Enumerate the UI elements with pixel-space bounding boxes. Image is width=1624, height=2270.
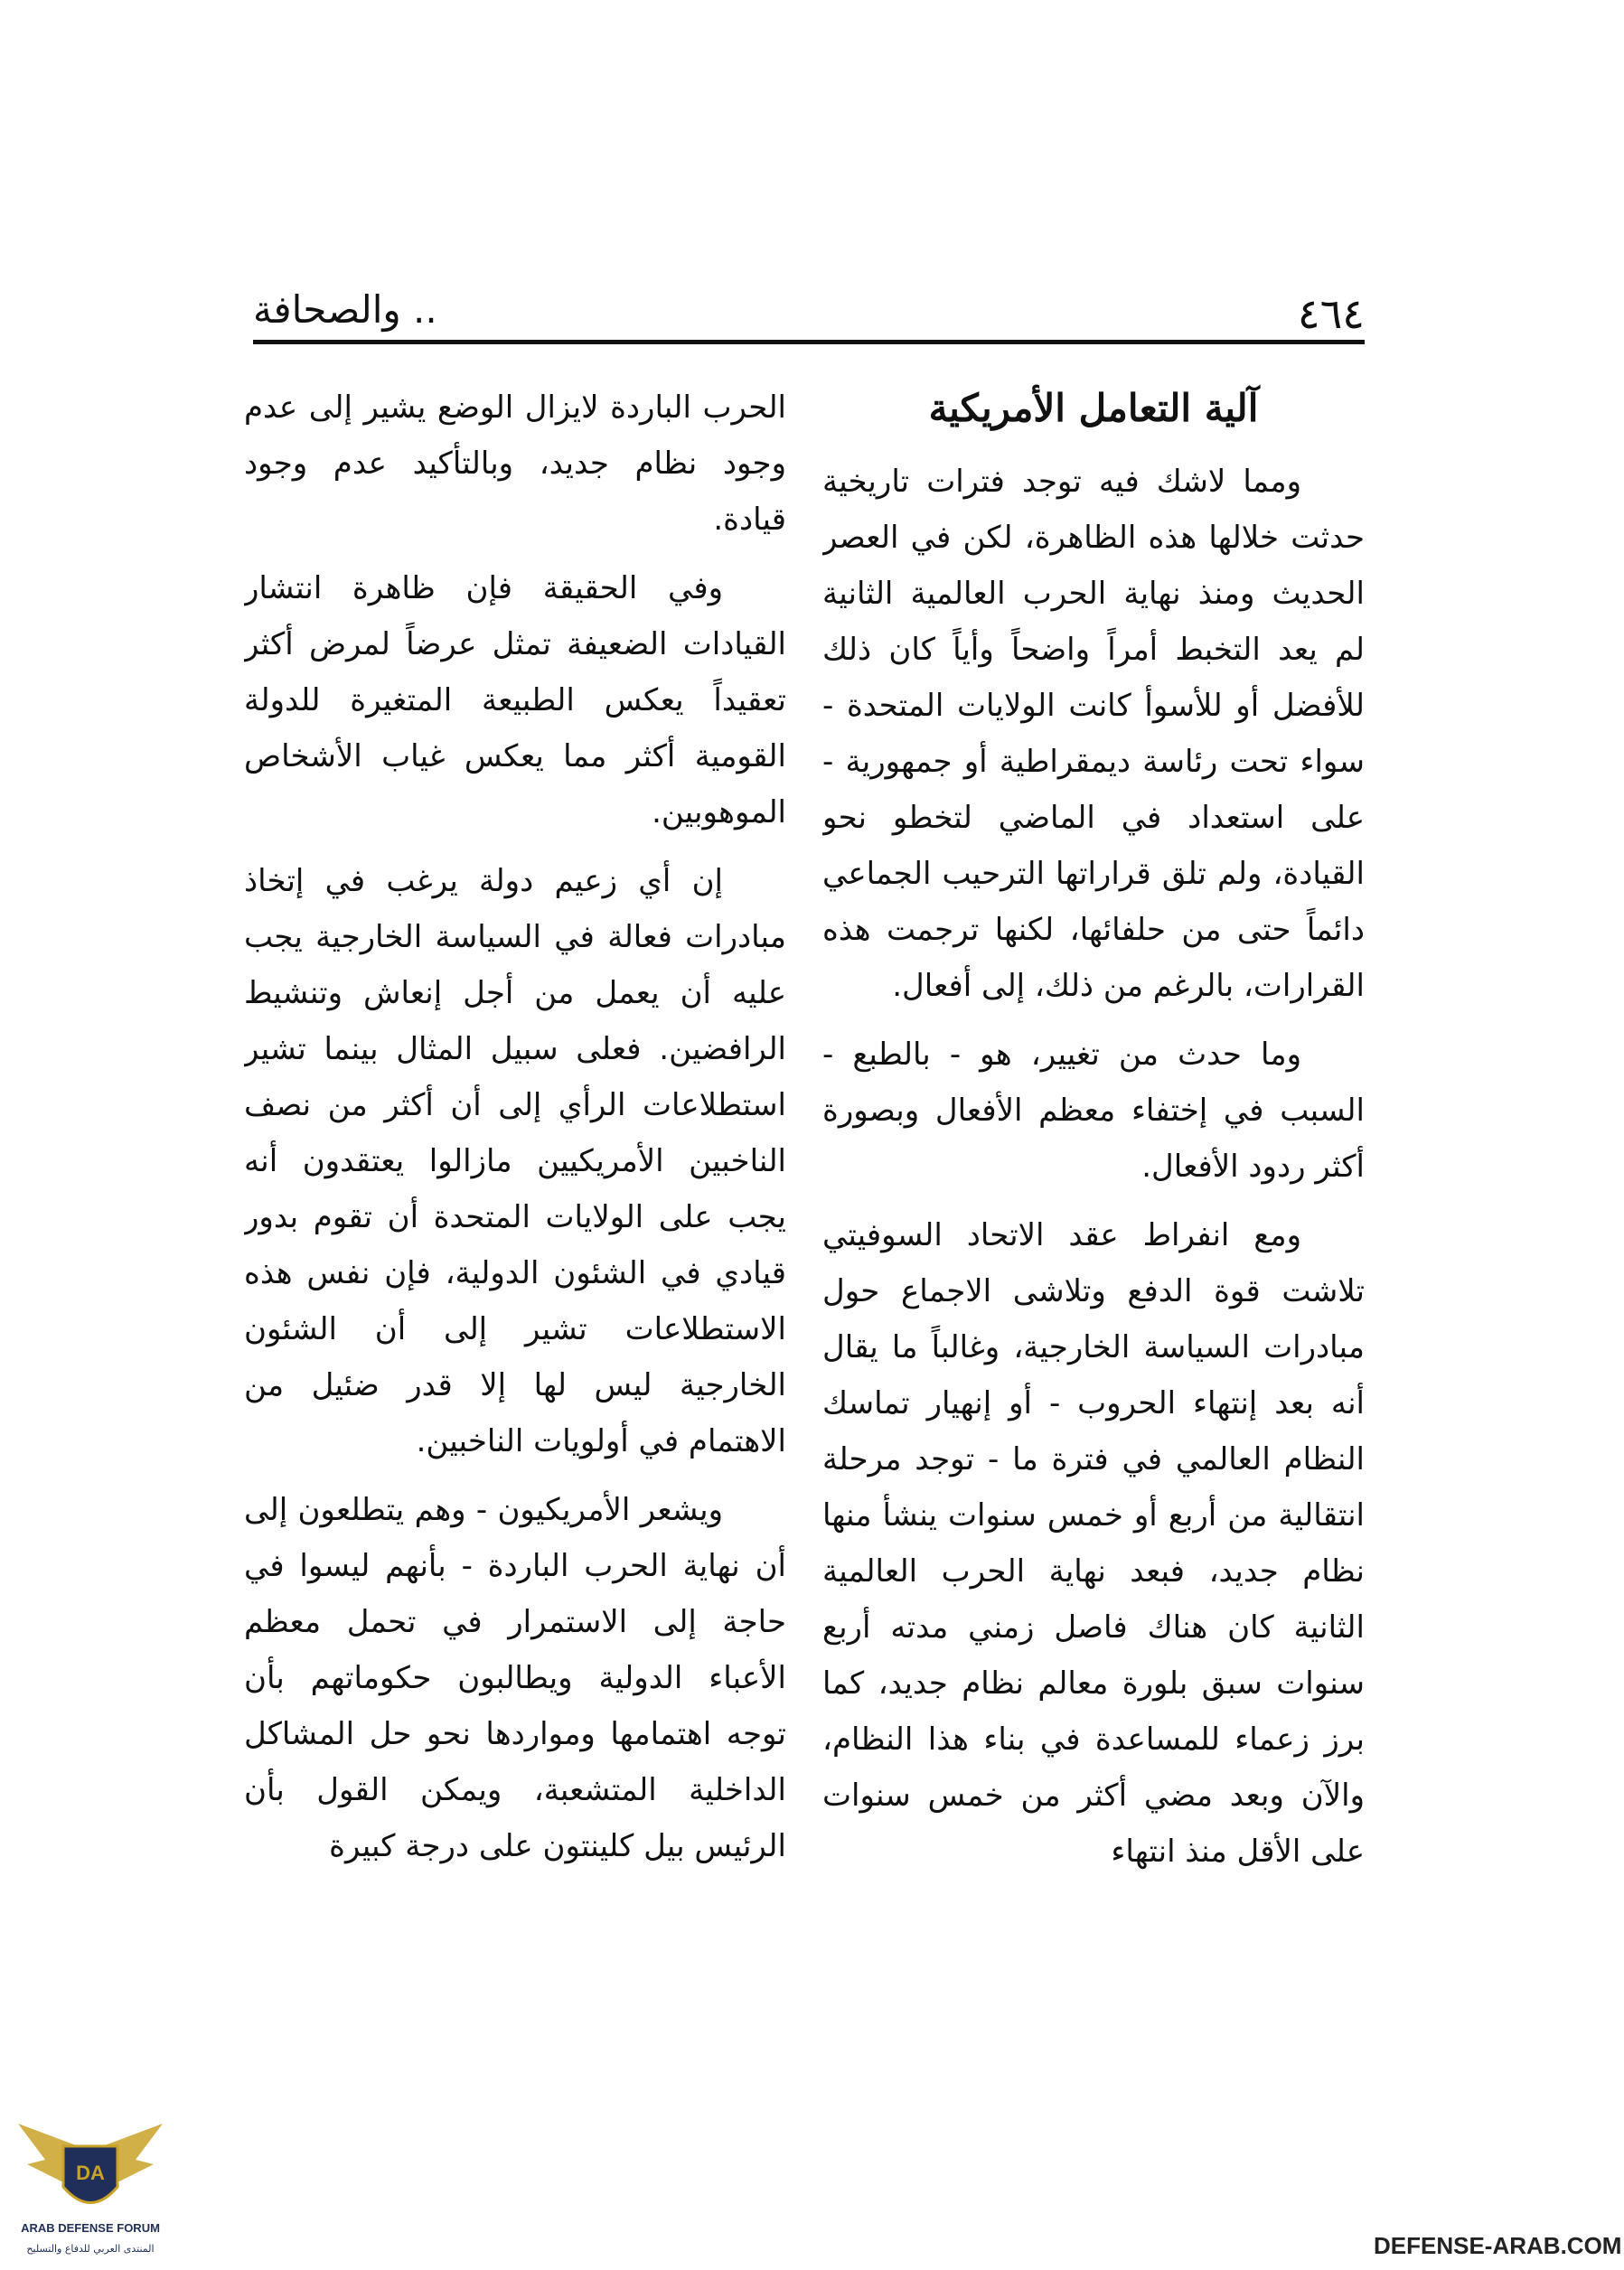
paragraph: ومع انفراط عقد الاتحاد السوفيتي تلاشت قوة الدفع وتلاشى الاجماع حول مبادرات السياسة الخارجية، وغالباً ما يقال أنه بعد إنتهاء الحروب - أو إنهيار تماسك النظام العالمي في فترة ما - توجد مرحلة انتقالية من أربع أو خمس سنوات ينشأ منها نظام جديد، فبعد نهاية الحرب العالمية الثانية كان هناك فاصل زمني مدته أربع سنوات سبق بلورة معالم نظام جديد، كما برز زعماء للمساعدة في بناء هذا النظام، والآن وبعد مضي أكثر من خمس سنوات على الأقل منذ انتهاء (822, 1217, 1365, 1870)
section-heading: آلية التعامل الأمريكية (928, 386, 1259, 430)
logo-text-en: ARAB DEFENSE FORUM (21, 2221, 160, 2235)
watermark: DEFENSE-ARAB.COM (1374, 2232, 1622, 2259)
paragraph: إن أي زعيم دولة يرغب في إتخاذ مبادرات فعالة في السياسة الخارجية يجب عليه أن يعمل من أجل إنعاش وتنشيط الرافضين. فعلى سبيل المثال بينما تشير استطلاعات الرأي إلى أن أكثر من نصف الناخبين الأمريكيين مازالوا يعتقدون أنه يجب على الولايات المتحدة أن تقوم بدور قيادي في الشئون الدولية، فإن نفس هذه الاستطلاعات تشير إلى أن الشئون الخارجية ليس لها إلا قدر ضئيل من الاهتمام في أولويات الناخبين. (244, 863, 786, 1459)
logo-initials: DA (76, 2162, 105, 2184)
paragraph: ومما لاشك فيه توجد فترات تاريخية حدثت خلالها هذه الظاهرة، لكن في العصر الحديث ومنذ نهاية الحرب العالمية الثانية لم يعد التخبط أمراً واضحاً وأياً كان ذلك للأفضل أو للأسوأ كانت الولايات المتحدة - سواء تحت رئاسة ديمقراطية أو جمهورية - على استعداد في الماضي لتخطو نحو القيادة، ولم تلق قراراتها الترحيب الجماعي دائماً حتى من حلفائها، لكنها ترجمت هذه القرارات، بالرغم من ذلك، إلى أفعال. (822, 464, 1365, 1004)
paragraph: وفي الحقيقة فإن ظاهرة انتشار القيادات الضعيفة تمثل عرضاً لمرض أكثر تعقيداً يعكس الطبيعة المتغيرة للدولة القومية أكثر مما يعكس غياب الأشخاص الموهوبين. (244, 570, 786, 830)
right-column (822, 380, 1365, 2078)
paragraph: ويشعر الأمريكيون - وهم يتطلعون إلى أن نهاية الحرب الباردة - بأنهم ليسوا في حاجة إلى الاستمرار في تحمل معظم الأعباء الدولية ويطالبون حكوماتهم بأن توجه اهتمامها ومواردها نحو حل المشاكل الداخلية المتشعبة، ويمكن القول بأن الرئيس بيل كلينتون على درجة كبيرة (244, 1492, 786, 1864)
page-number: ٤٦٤ (1297, 289, 1365, 338)
paragraph: الحرب الباردة لايزال الوضع يشير إلى عدم وجود نظام جديد، وبالتأكيد عدم وجود قيادة. (244, 389, 786, 538)
left-column (244, 380, 786, 2078)
running-head: .. والصحافة (253, 287, 437, 332)
header-rule (253, 340, 1365, 344)
paragraph: وما حدث من تغيير، هو - بالطبع - السبب في إختفاء معظم الأفعال وبصورة أكثر ردود الأفعال. (822, 1037, 1365, 1185)
forum-logo (9, 2096, 172, 2268)
logo-text-ar: المنتدى العربي للدفاع والتسليح (26, 2243, 155, 2255)
